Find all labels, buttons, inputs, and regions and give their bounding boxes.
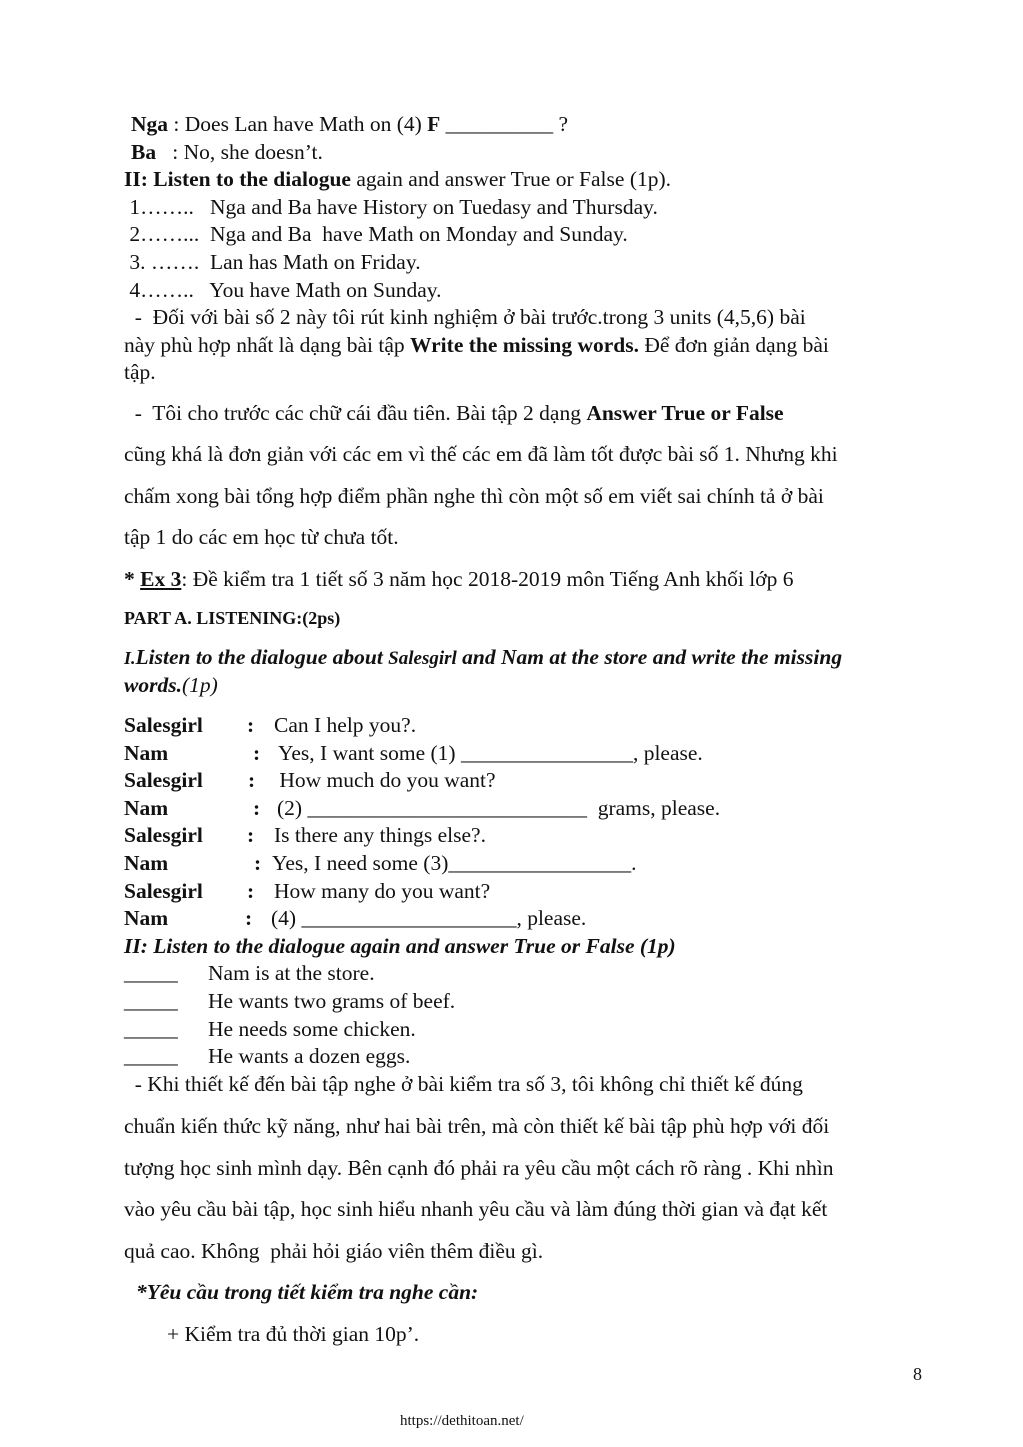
- tf2-row: [0, 1017, 1023, 1044]
- text: Để đơn giản dạng bài: [638, 333, 829, 357]
- statement: He wants a dozen eggs.: [208, 1044, 411, 1068]
- dialogue-row: [0, 823, 1023, 850]
- para3-line-1: - Khi thiết kế đến bài tập nghe ở bài kiểm tra số 3, tôi không chỉ thiết kế đúng: [124, 1072, 803, 1096]
- speaker-label: Salesgirl: [124, 768, 203, 792]
- speaker-label: Nam: [124, 796, 169, 820]
- dialogue-text: Is there any things else?.: [274, 823, 486, 847]
- ex3-description: : Đề kiểm tra 1 tiết số 3 năm học 2018-2019 môn Tiếng Anh khối lớp 6: [181, 567, 794, 591]
- para1-line-2: [124, 333, 829, 358]
- dialogue1-line-2: [131, 140, 323, 165]
- para2-line-1: [124, 401, 784, 426]
- dialogue1-line-1: [131, 112, 568, 137]
- statement: Nam is at the store.: [208, 961, 375, 985]
- tf2-row: [0, 961, 1023, 988]
- dialogue-row: [0, 768, 1023, 795]
- speaker-label: Nam: [124, 906, 169, 930]
- text: Salesgirl: [388, 648, 457, 669]
- blank-hint: F: [427, 112, 441, 136]
- emphasis: Write the missing words.: [410, 333, 639, 357]
- colon: :: [247, 713, 255, 737]
- text: - Tôi cho trước các chữ cái đầu tiên. Bài tập 2 dạng: [124, 401, 587, 425]
- colon: :: [245, 906, 253, 930]
- dialogue-text: How much do you want?: [274, 768, 496, 792]
- dialogue-text: (4) ____________________, please.: [271, 906, 587, 930]
- dialogue-text: (2) __________________________ grams, please.: [277, 796, 721, 820]
- dialogue-text: Yes, I want some (1) ________________, please.: [278, 741, 703, 765]
- para3-line-2: chuẩn kiến thức kỹ năng, như hai bài trên, mà còn thiết kế bài tập phù hợp với đối: [124, 1114, 830, 1138]
- tf-item-2: 2……... Nga and Ba have Math on Monday and Sunday.: [124, 222, 628, 246]
- task1-title-line-2: [124, 673, 218, 698]
- tf2-row: [0, 1044, 1023, 1071]
- blank-line: __________ ?: [440, 112, 569, 136]
- part-a-heading: PART A. LISTENING:(2ps): [124, 608, 341, 628]
- para1-line-1: - Đối với bài số 2 này tôi rút kinh nghiệm ở bài trước.trong 3 units (4,5,6) bài: [124, 305, 806, 329]
- colon: :: [247, 823, 255, 847]
- footer-url: https://dethitoan.net/: [400, 1413, 524, 1429]
- text: Listen to the dialogue about: [135, 645, 389, 669]
- dialogue-text: : Does Lan have Math on (4): [168, 112, 428, 136]
- requirement-item: + Kiểm tra đủ thời gian 10p’.: [167, 1322, 420, 1346]
- section2-title: [124, 167, 671, 192]
- task2-title: II: Listen to the dialogue again and answer True or False (1p): [124, 934, 676, 958]
- para3-line-4: vào yêu cầu bài tập, học sinh hiểu nhanh yêu cầu và làm đúng thời gian và đạt kết: [124, 1197, 828, 1221]
- requirements-title: *Yêu cầu trong tiết kiểm tra nghe cần:: [136, 1280, 479, 1304]
- answer-blank: _____: [124, 1044, 178, 1068]
- dialogue-row: [0, 851, 1023, 878]
- colon: :: [253, 741, 261, 765]
- para1-line-3: tập.: [124, 360, 156, 384]
- colon: :: [253, 796, 261, 820]
- section2-title-rest: again and answer True or False (1p).: [350, 167, 672, 191]
- answer-blank: _____: [124, 961, 178, 985]
- speaker-label: Salesgirl: [124, 713, 203, 737]
- text: words.: [124, 673, 182, 697]
- tf-item-1: 1…….. Nga and Ba have History on Tuedasy and Thursday.: [124, 195, 658, 219]
- dialogue-row: [0, 879, 1023, 906]
- emphasis: Answer True or False: [586, 401, 784, 425]
- section2-title-bold: II: Listen to the dialogue: [124, 167, 351, 191]
- statement: He wants two grams of beef.: [208, 989, 456, 1013]
- speaker-label: Salesgirl: [124, 879, 203, 903]
- speaker-label: Salesgirl: [124, 823, 203, 847]
- dialogue-row: [0, 796, 1023, 823]
- ex3-heading: [124, 567, 794, 592]
- statement: He needs some chicken.: [208, 1017, 416, 1041]
- dialogue-row: [0, 713, 1023, 740]
- answer-blank: _____: [124, 1017, 178, 1041]
- speaker-label: Nam: [124, 851, 169, 875]
- dialogue-row: [0, 741, 1023, 768]
- colon: :: [248, 768, 256, 792]
- task-number: I.: [124, 648, 136, 668]
- ex3-label: Ex 3: [140, 567, 182, 591]
- star: *: [124, 567, 141, 591]
- colon: :: [247, 879, 255, 903]
- page-number: 8: [913, 1364, 922, 1384]
- answer-blank: _____: [124, 989, 178, 1013]
- dialogue-text: Yes, I need some (3)_________________.: [272, 851, 637, 875]
- colon: :: [254, 851, 262, 875]
- dialogue-text: How many do you want?: [274, 879, 491, 903]
- speaker-label: Nga: [131, 112, 169, 136]
- speaker-label: Nam: [124, 741, 169, 765]
- tf2-row: [0, 989, 1023, 1016]
- para3-line-3: tượng học sinh mình dạy. Bên cạnh đó phải ra yêu cầu một cách rõ ràng . Khi nhìn: [124, 1156, 834, 1180]
- para2-line-3: chấm xong bài tổng hợp điểm phần nghe thì còn một số em viết sai chính tả ở bài: [124, 484, 824, 508]
- tf-item-3: 3. ……. Lan has Math on Friday.: [124, 250, 421, 274]
- tf-item-4: 4…….. You have Math on Sunday.: [124, 278, 442, 302]
- task1-title-line-1: [124, 645, 842, 670]
- dialogue-text: Can I help you?.: [274, 713, 417, 737]
- speaker-label: Ba: [131, 140, 157, 164]
- para2-line-2: cũng khá là đơn giản với các em vì thế các em đã làm tốt được bài số 1. Nhưng khi: [124, 442, 838, 466]
- points: (1p): [181, 673, 218, 697]
- text: and Nam at the store and write the missing: [456, 645, 843, 669]
- para3-line-5: quả cao. Không phải hỏi giáo viên thêm điều gì.: [124, 1239, 544, 1263]
- dialogue-row: [0, 906, 1023, 933]
- dialogue-text: : No, she doesn’t.: [156, 140, 323, 164]
- para2-line-4: tập 1 do các em học từ chưa tốt.: [124, 525, 399, 549]
- text: này phù hợp nhất là dạng bài tập: [124, 333, 411, 357]
